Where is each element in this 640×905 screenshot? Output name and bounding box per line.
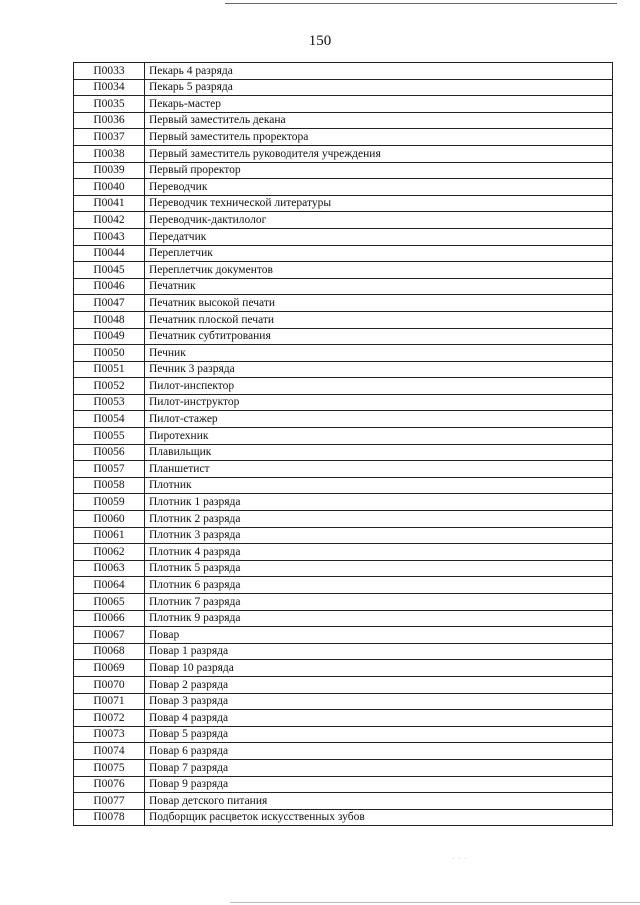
occupation-code-cell: П0072: [74, 710, 145, 727]
occupation-name-cell: Пилот-инструктор: [145, 394, 613, 411]
table-row: [74, 145, 613, 162]
occupation-code-cell: П0065: [74, 594, 145, 611]
table-row: [74, 295, 613, 312]
table-row: [74, 627, 613, 644]
table-row: [74, 511, 613, 528]
table-row: [74, 776, 613, 793]
occupation-code-cell: П0046: [74, 278, 145, 295]
table-row: [74, 693, 613, 710]
table-row: [74, 527, 613, 544]
occupation-codes-table: [73, 62, 613, 826]
occupation-code-cell: П0033: [74, 63, 145, 80]
occupation-name-cell: Повар 2 разряда: [145, 676, 613, 693]
occupation-code-cell: П0057: [74, 461, 145, 478]
occupation-code-cell: П0059: [74, 494, 145, 511]
table-row: [74, 228, 613, 245]
occupation-code-cell: П0044: [74, 245, 145, 262]
occupation-name-cell: Пилот-стажер: [145, 411, 613, 428]
occupation-code-cell: П0062: [74, 544, 145, 561]
page-number: 150: [308, 33, 332, 49]
occupation-name-cell: Пилот-инспектор: [145, 378, 613, 395]
scan-artifact-mark: · · ·: [452, 855, 468, 863]
occupation-name-cell: Первый заместитель проректора: [145, 129, 613, 146]
table-row: [74, 79, 613, 96]
table-row: [74, 461, 613, 478]
occupation-code-cell: П0075: [74, 759, 145, 776]
occupation-code-cell: П0077: [74, 793, 145, 810]
occupation-code-cell: П0069: [74, 660, 145, 677]
occupation-name-cell: Плотник 2 разряда: [145, 511, 613, 528]
occupation-name-cell: Первый заместитель руководителя учреждения: [145, 145, 613, 162]
occupation-name-cell: Печник: [145, 345, 613, 362]
occupation-name-cell: Печник 3 разряда: [145, 361, 613, 378]
table-row: [74, 610, 613, 627]
occupation-name-cell: Плотник 9 разряда: [145, 610, 613, 627]
occupation-name-cell: Переводчик технической литературы: [145, 195, 613, 212]
table-row: [74, 278, 613, 295]
table-row: [74, 544, 613, 561]
occupation-code-cell: П0064: [74, 577, 145, 594]
table-row: [74, 63, 613, 80]
table-row: [74, 411, 613, 428]
occupation-code-cell: П0074: [74, 743, 145, 760]
occupation-code-cell: П0071: [74, 693, 145, 710]
occupation-name-cell: Плавильщик: [145, 444, 613, 461]
occupation-code-cell: П0070: [74, 676, 145, 693]
table-row: [74, 378, 613, 395]
table-row: [74, 577, 613, 594]
occupation-code-cell: П0061: [74, 527, 145, 544]
table-row: [74, 96, 613, 113]
occupation-name-cell: Плотник 6 разряда: [145, 577, 613, 594]
occupation-code-cell: П0034: [74, 79, 145, 96]
table-row: [74, 311, 613, 328]
table-row: [74, 212, 613, 229]
occupation-name-cell: Плотник 1 разряда: [145, 494, 613, 511]
occupation-name-cell: Планшетист: [145, 461, 613, 478]
occupation-code-cell: П0041: [74, 195, 145, 212]
occupation-name-cell: Повар детского питания: [145, 793, 613, 810]
occupation-name-cell: Пекарь 5 разряда: [145, 79, 613, 96]
table-row: [74, 162, 613, 179]
occupation-name-cell: Повар 6 разряда: [145, 743, 613, 760]
occupation-code-cell: П0050: [74, 345, 145, 362]
table-row: [74, 361, 613, 378]
occupation-code-cell: П0037: [74, 129, 145, 146]
occupation-code-cell: П0067: [74, 627, 145, 644]
occupation-name-cell: Переплетчик: [145, 245, 613, 262]
occupation-code-cell: П0038: [74, 145, 145, 162]
occupation-code-cell: П0048: [74, 311, 145, 328]
table-body: [74, 63, 613, 826]
occupation-name-cell: Печатник: [145, 278, 613, 295]
occupation-code-cell: П0043: [74, 228, 145, 245]
occupation-name-cell: Переплетчик документов: [145, 262, 613, 279]
table-row: [74, 676, 613, 693]
occupation-code-cell: П0055: [74, 428, 145, 445]
occupation-name-cell: Первый проректор: [145, 162, 613, 179]
occupation-name-cell: Плотник 5 разряда: [145, 560, 613, 577]
occupation-code-cell: П0042: [74, 212, 145, 229]
table-row: [74, 262, 613, 279]
occupation-code-cell: П0066: [74, 610, 145, 627]
occupation-code-cell: П0045: [74, 262, 145, 279]
occupation-name-cell: Плотник: [145, 477, 613, 494]
table-row: [74, 560, 613, 577]
occupation-code-cell: П0063: [74, 560, 145, 577]
occupation-name-cell: Повар 5 разряда: [145, 726, 613, 743]
table-row: [74, 743, 613, 760]
occupation-code-cell: П0078: [74, 809, 145, 826]
table-row: [74, 710, 613, 727]
occupation-name-cell: Первый заместитель декана: [145, 112, 613, 129]
occupation-code-cell: П0053: [74, 394, 145, 411]
table-row: [74, 660, 613, 677]
table-row: [74, 328, 613, 345]
occupation-name-cell: Повар 10 разряда: [145, 660, 613, 677]
occupation-code-cell: П0036: [74, 112, 145, 129]
occupation-name-cell: Переводчик-дактилолог: [145, 212, 613, 229]
occupation-name-cell: Повар 4 разряда: [145, 710, 613, 727]
occupation-code-cell: П0060: [74, 511, 145, 528]
scan-bottom-edge-line: [230, 902, 640, 903]
occupation-code-cell: П0068: [74, 643, 145, 660]
table-row: [74, 195, 613, 212]
scan-top-edge-line: [225, 3, 617, 4]
occupation-name-cell: Плотник 7 разряда: [145, 594, 613, 611]
occupation-code-cell: П0040: [74, 179, 145, 196]
occupation-code-cell: П0035: [74, 96, 145, 113]
table-row: [74, 345, 613, 362]
occupation-name-cell: Повар 9 разряда: [145, 776, 613, 793]
occupation-name-cell: Передатчик: [145, 228, 613, 245]
occupation-name-cell: Печатник субтитрования: [145, 328, 613, 345]
occupation-code-cell: П0056: [74, 444, 145, 461]
occupation-name-cell: Повар 7 разряда: [145, 759, 613, 776]
occupation-name-cell: Повар: [145, 627, 613, 644]
occupation-code-cell: П0073: [74, 726, 145, 743]
occupation-code-cell: П0076: [74, 776, 145, 793]
occupation-name-cell: Пиротехник: [145, 428, 613, 445]
table-row: [74, 129, 613, 146]
table-row: [74, 444, 613, 461]
occupation-code-cell: П0051: [74, 361, 145, 378]
occupation-name-cell: Повар 1 разряда: [145, 643, 613, 660]
occupation-name-cell: Печатник высокой печати: [145, 295, 613, 312]
occupation-code-cell: П0054: [74, 411, 145, 428]
occupation-name-cell: Подборщик расцветок искусственных зубов: [145, 809, 613, 826]
occupation-name-cell: Переводчик: [145, 179, 613, 196]
occupation-name-cell: Плотник 3 разряда: [145, 527, 613, 544]
occupation-name-cell: Пекарь-мастер: [145, 96, 613, 113]
occupation-code-cell: П0058: [74, 477, 145, 494]
table-row: [74, 245, 613, 262]
table-row: [74, 428, 613, 445]
occupation-code-cell: П0049: [74, 328, 145, 345]
occupation-name-cell: Плотник 4 разряда: [145, 544, 613, 561]
table-row: [74, 112, 613, 129]
occupation-code-cell: П0052: [74, 378, 145, 395]
occupation-code-cell: П0039: [74, 162, 145, 179]
table-row: [74, 809, 613, 826]
table-row: [74, 494, 613, 511]
table-row: [74, 477, 613, 494]
table-row: [74, 726, 613, 743]
occupation-name-cell: Повар 3 разряда: [145, 693, 613, 710]
occupation-name-cell: Печатник плоской печати: [145, 311, 613, 328]
table-row: [74, 179, 613, 196]
occupation-name-cell: Пекарь 4 разряда: [145, 63, 613, 80]
table-row: [74, 793, 613, 810]
table-row: [74, 759, 613, 776]
table-row: [74, 643, 613, 660]
table-row: [74, 594, 613, 611]
table-row: [74, 394, 613, 411]
occupation-code-cell: П0047: [74, 295, 145, 312]
